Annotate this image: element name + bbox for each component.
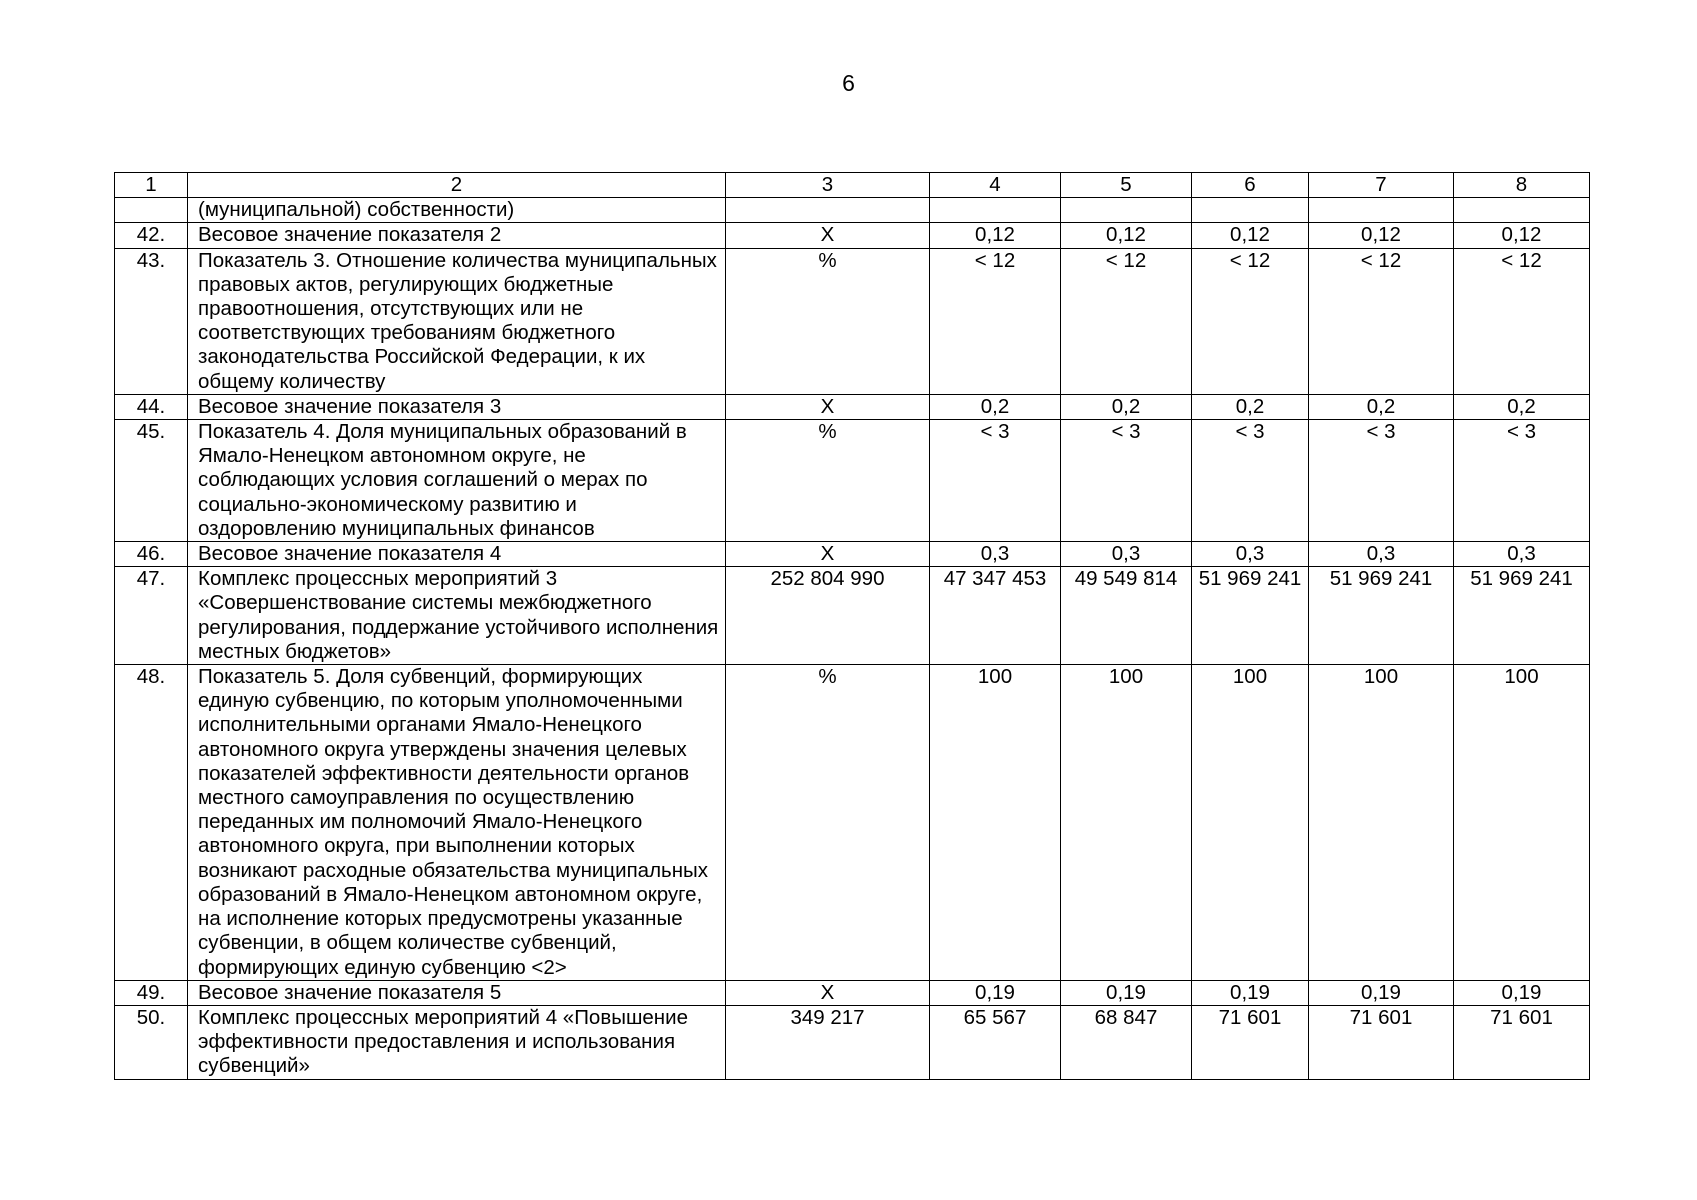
- row-value-col7: 0,19: [1309, 980, 1454, 1005]
- row-value-col6: 71 601: [1192, 1005, 1309, 1079]
- table-row: [115, 420, 1590, 542]
- row-value-col5: 0,2: [1061, 394, 1192, 419]
- row-value-col6: 0,2: [1192, 394, 1309, 419]
- row-value-col5: 0,12: [1061, 223, 1192, 248]
- row-number: 45.: [115, 420, 188, 542]
- row-number: [115, 198, 188, 223]
- table-row: [115, 980, 1590, 1005]
- row-value-col5: 49 549 814: [1061, 567, 1192, 665]
- header-cell: 8: [1454, 173, 1590, 198]
- table-row: [115, 248, 1590, 394]
- row-number: 44.: [115, 394, 188, 419]
- table-header-row: [115, 173, 1590, 198]
- row-unit-or-total: 252 804 990: [726, 567, 930, 665]
- row-value-col5: 68 847: [1061, 1005, 1192, 1079]
- header-cell: 2: [188, 173, 726, 198]
- row-value-col4: 0,2: [930, 394, 1061, 419]
- row-value-col7: 51 969 241: [1309, 567, 1454, 665]
- row-value-col8: 100: [1454, 665, 1590, 981]
- row-value-col6: 0,3: [1192, 542, 1309, 567]
- row-description: Весовое значение показателя 2: [188, 223, 726, 248]
- row-value-col7: < 12: [1309, 248, 1454, 394]
- row-value-col6: [1192, 198, 1309, 223]
- row-description: Комплекс процессных мероприятий 3 «Совершенствование системы межбюджетного регулирования, поддержание устойчивого исполнения местных бюджетов»: [188, 567, 726, 665]
- row-value-col4: < 12: [930, 248, 1061, 394]
- table-row: [115, 198, 1590, 223]
- row-value-col7: 0,2: [1309, 394, 1454, 419]
- row-description: Весовое значение показателя 3: [188, 394, 726, 419]
- row-value-col4: 100: [930, 665, 1061, 981]
- row-number: 49.: [115, 980, 188, 1005]
- row-number: 43.: [115, 248, 188, 394]
- row-value-col8: [1454, 198, 1590, 223]
- row-description: Весовое значение показателя 4: [188, 542, 726, 567]
- row-value-col4: [930, 198, 1061, 223]
- row-value-col5: 100: [1061, 665, 1192, 981]
- row-value-col5: < 12: [1061, 248, 1192, 394]
- row-value-col4: < 3: [930, 420, 1061, 542]
- row-unit-or-total: X: [726, 980, 930, 1005]
- table-row: [115, 665, 1590, 981]
- row-value-col8: 0,2: [1454, 394, 1590, 419]
- row-unit-or-total: %: [726, 248, 930, 394]
- row-value-col8: < 3: [1454, 420, 1590, 542]
- row-value-col7: 0,3: [1309, 542, 1454, 567]
- row-number: 47.: [115, 567, 188, 665]
- row-value-col8: 0,3: [1454, 542, 1590, 567]
- header-cell: 6: [1192, 173, 1309, 198]
- row-number: 50.: [115, 1005, 188, 1079]
- row-description: (муниципальной) собственности): [188, 198, 726, 223]
- row-unit-or-total: X: [726, 542, 930, 567]
- row-description: Показатель 3. Отношение количества муниципальных правовых актов, регулирующих бюджетные правоотношения, отсутствующих или не соответствующих требованиям бюджетного законодательства Российской Федерации, к их общему количеству: [188, 248, 726, 394]
- row-value-col7: 71 601: [1309, 1005, 1454, 1079]
- row-value-col8: 71 601: [1454, 1005, 1590, 1079]
- row-value-col4: 0,19: [930, 980, 1061, 1005]
- row-unit-or-total: X: [726, 223, 930, 248]
- row-value-col6: 51 969 241: [1192, 567, 1309, 665]
- row-value-col5: < 3: [1061, 420, 1192, 542]
- row-value-col4: 0,12: [930, 223, 1061, 248]
- row-number: 42.: [115, 223, 188, 248]
- table-row: [115, 542, 1590, 567]
- row-value-col5: 0,19: [1061, 980, 1192, 1005]
- row-description: Показатель 5. Доля субвенций, формирующих единую субвенцию, по которым уполномоченными исполнительными органами Ямало-Ненецкого автономного округа утверждены значения целевых показателей эффективности деятельности органов местного самоуправления по осуществлению переданных им полномочий Ямало-Ненецкого автономного округа, при выполнении которых возникают расходные обязательства муниципальных образований в Ямало-Ненецком автономном округе, на исполнение которых предусмотрены указанные субвенции, в общем количестве субвенций, формирующих единую субвенцию <2>: [188, 665, 726, 981]
- table-row: [115, 394, 1590, 419]
- data-table: [114, 172, 1590, 1080]
- row-value-col4: 65 567: [930, 1005, 1061, 1079]
- row-value-col7: [1309, 198, 1454, 223]
- row-value-col5: [1061, 198, 1192, 223]
- row-unit-or-total: %: [726, 665, 930, 981]
- row-value-col6: 0,19: [1192, 980, 1309, 1005]
- row-value-col8: 0,12: [1454, 223, 1590, 248]
- row-value-col7: 0,12: [1309, 223, 1454, 248]
- row-value-col8: 0,19: [1454, 980, 1590, 1005]
- row-value-col7: 100: [1309, 665, 1454, 981]
- table-row: [115, 567, 1590, 665]
- row-unit-or-total: [726, 198, 930, 223]
- header-cell: 7: [1309, 173, 1454, 198]
- row-number: 48.: [115, 665, 188, 981]
- row-value-col4: 47 347 453: [930, 567, 1061, 665]
- row-unit-or-total: %: [726, 420, 930, 542]
- page-number: 6: [842, 70, 855, 96]
- row-number: 46.: [115, 542, 188, 567]
- row-description: Комплекс процессных мероприятий 4 «Повышение эффективности предоставления и использования субвенций»: [188, 1005, 726, 1079]
- header-cell: 1: [115, 173, 188, 198]
- row-value-col6: 100: [1192, 665, 1309, 981]
- row-description: Показатель 4. Доля муниципальных образований в Ямало-Ненецком автономном округе, не соблюдающих условия соглашений о мерах по социально-экономическому развитию и оздоровлению муниципальных финансов: [188, 420, 726, 542]
- row-unit-or-total: X: [726, 394, 930, 419]
- row-value-col5: 0,3: [1061, 542, 1192, 567]
- row-unit-or-total: 349 217: [726, 1005, 930, 1079]
- row-value-col8: 51 969 241: [1454, 567, 1590, 665]
- row-value-col6: < 3: [1192, 420, 1309, 542]
- header-cell: 4: [930, 173, 1061, 198]
- row-value-col4: 0,3: [930, 542, 1061, 567]
- row-value-col6: < 12: [1192, 248, 1309, 394]
- row-description: Весовое значение показателя 5: [188, 980, 726, 1005]
- row-value-col8: < 12: [1454, 248, 1590, 394]
- row-value-col7: < 3: [1309, 420, 1454, 542]
- header-cell: 5: [1061, 173, 1192, 198]
- row-value-col6: 0,12: [1192, 223, 1309, 248]
- table-row: [115, 223, 1590, 248]
- header-cell: 3: [726, 173, 930, 198]
- table-row: [115, 1005, 1590, 1079]
